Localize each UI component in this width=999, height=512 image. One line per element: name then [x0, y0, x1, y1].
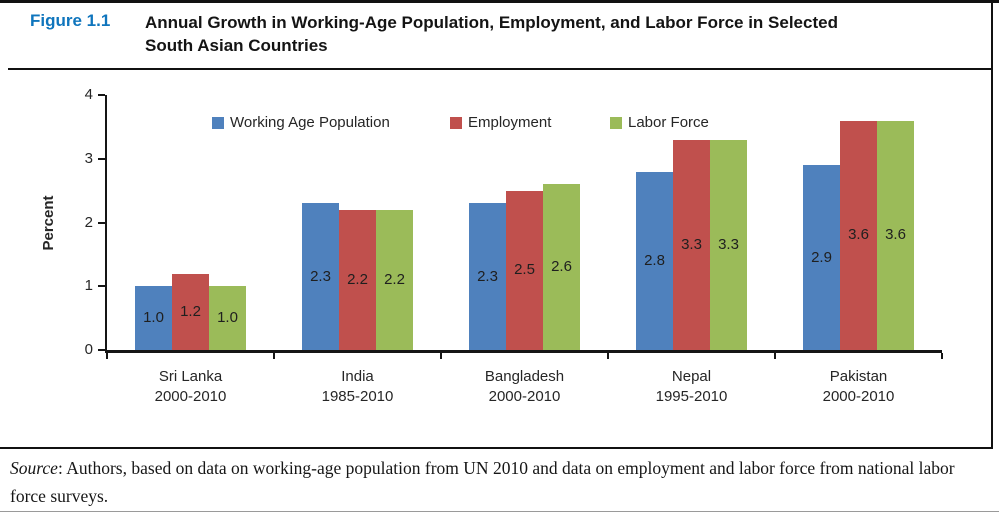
legend-label-employment: Employment	[468, 114, 552, 131]
y-tick	[98, 349, 105, 351]
bar-value-label: 2.8	[644, 251, 665, 269]
category-country: Nepal	[671, 368, 712, 385]
category-label-pakistan	[775, 367, 942, 407]
x-tick	[273, 353, 275, 359]
y-tick-label: 2	[84, 213, 93, 231]
figure-number-label: Figure 1.1	[30, 11, 111, 30]
legend-label-working-age-population: Working Age Population	[230, 114, 390, 131]
x-tick	[440, 353, 442, 359]
category-country: Pakistan	[829, 368, 888, 385]
x-tick	[607, 353, 609, 359]
y-tick-label: 0	[84, 341, 93, 358]
bar-value-label: 3.3	[681, 235, 702, 253]
bar-value-label: 1.0	[143, 309, 164, 327]
y-axis-title: Percent	[40, 195, 57, 251]
y-tick	[98, 94, 105, 96]
bar-value-label: 3.6	[848, 226, 869, 244]
category-period: 2000-2010	[154, 388, 227, 405]
bar-value-label: 2.2	[384, 270, 405, 288]
source-divider	[0, 447, 993, 449]
y-tick-label: 4	[84, 86, 93, 103]
bar-value-label: 1.2	[180, 302, 201, 320]
source-text: : Authors, based on data on working-age population from UN 2010 and data on employment and labor force from national labor force surveys.	[10, 458, 955, 506]
x-tick	[106, 353, 108, 359]
chart-box-right-border	[991, 3, 993, 449]
y-tick-label: 3	[84, 149, 93, 167]
category-label-sri-lanka	[107, 367, 274, 407]
category-label-india	[274, 367, 441, 407]
y-tick	[98, 285, 105, 287]
category-period: 1985-2010	[321, 388, 394, 405]
y-tick	[98, 158, 105, 160]
source-note	[10, 454, 988, 510]
category-label-bangladesh	[441, 367, 608, 407]
y-tick-label: 1	[84, 277, 93, 295]
bar-value-label: 2.3	[310, 267, 331, 285]
x-tick	[941, 353, 943, 359]
x-tick	[774, 353, 776, 359]
category-country: India	[341, 368, 374, 385]
category-label-nepal	[608, 367, 775, 407]
category-country: Bangladesh	[484, 368, 565, 385]
category-country: Sri Lanka	[158, 368, 223, 385]
bar-value-label: 2.3	[477, 267, 498, 285]
y-tick	[98, 222, 105, 224]
title-divider	[8, 68, 991, 70]
category-period: 2000-2010	[488, 388, 561, 405]
bar-value-label: 3.6	[885, 226, 906, 244]
bar-value-label: 2.6	[551, 258, 572, 276]
bar-value-label: 2.2	[347, 270, 368, 288]
bar-value-label: 2.9	[811, 248, 832, 266]
category-period: 1995-2010	[655, 388, 728, 405]
plot-area	[84, 86, 942, 405]
legend-label-labor-force: Labor Force	[628, 114, 709, 131]
top-divider	[0, 0, 999, 3]
bar-value-label: 2.5	[514, 261, 535, 279]
category-period: 2000-2010	[822, 388, 895, 405]
source-word: Source	[10, 458, 58, 478]
figure-title: Annual Growth in Working-Age Population, Employment, and Labor Force in Selected South Asian Countries	[145, 13, 838, 55]
bar-value-label: 1.0	[217, 309, 238, 327]
bar-value-label: 3.3	[718, 235, 739, 253]
